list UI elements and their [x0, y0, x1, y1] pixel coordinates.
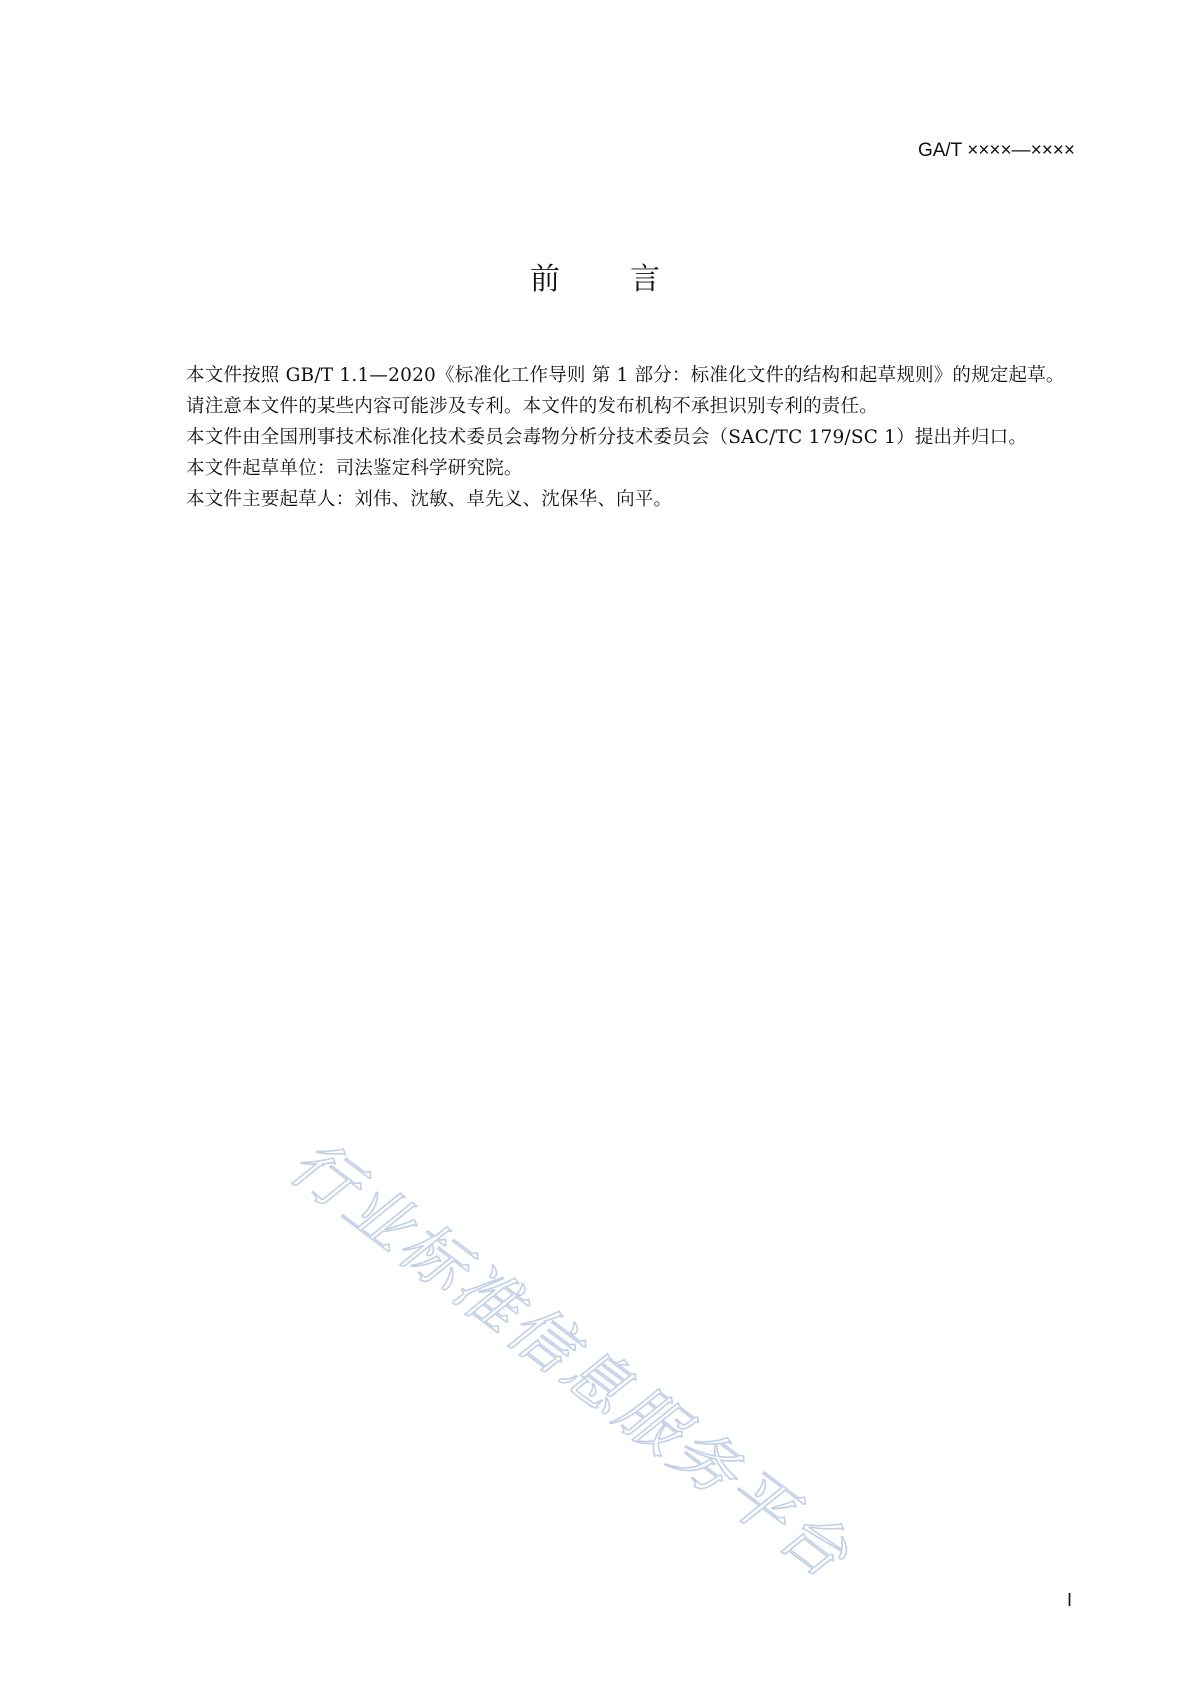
paragraph-drafting-unit: 本文件起草单位：司法鉴定科学研究院。 [186, 458, 523, 479]
page-number: I [1066, 1590, 1072, 1610]
paragraph-proposer: 本文件由全国刑事技术标准化技术委员会毒物分析分技术委员会（SAC/TC 179/SC 1）提出并归口。 [186, 427, 1028, 448]
document-code: GA/T ××××—×××× [917, 140, 1075, 161]
paragraph-drafters: 本文件主要起草人：刘伟、沈敏、卓先义、沈保华、向平。 [186, 489, 673, 510]
paragraph-patent-notice: 请注意本文件的某些内容可能涉及专利。本文件的发布机构不承担识别专利的责任。 [186, 396, 878, 417]
foreword-body [143, 360, 1083, 515]
paragraph-drafting-rules: 本文件按照 GB/T 1.1—2020《标准化工作导则 第 1 部分：标准化文件的结构和起草规则》的规定起草。 [186, 365, 1065, 386]
watermark: 行业标准信息服务平台 [276, 1126, 864, 1595]
page-title: 前言 [530, 262, 730, 297]
